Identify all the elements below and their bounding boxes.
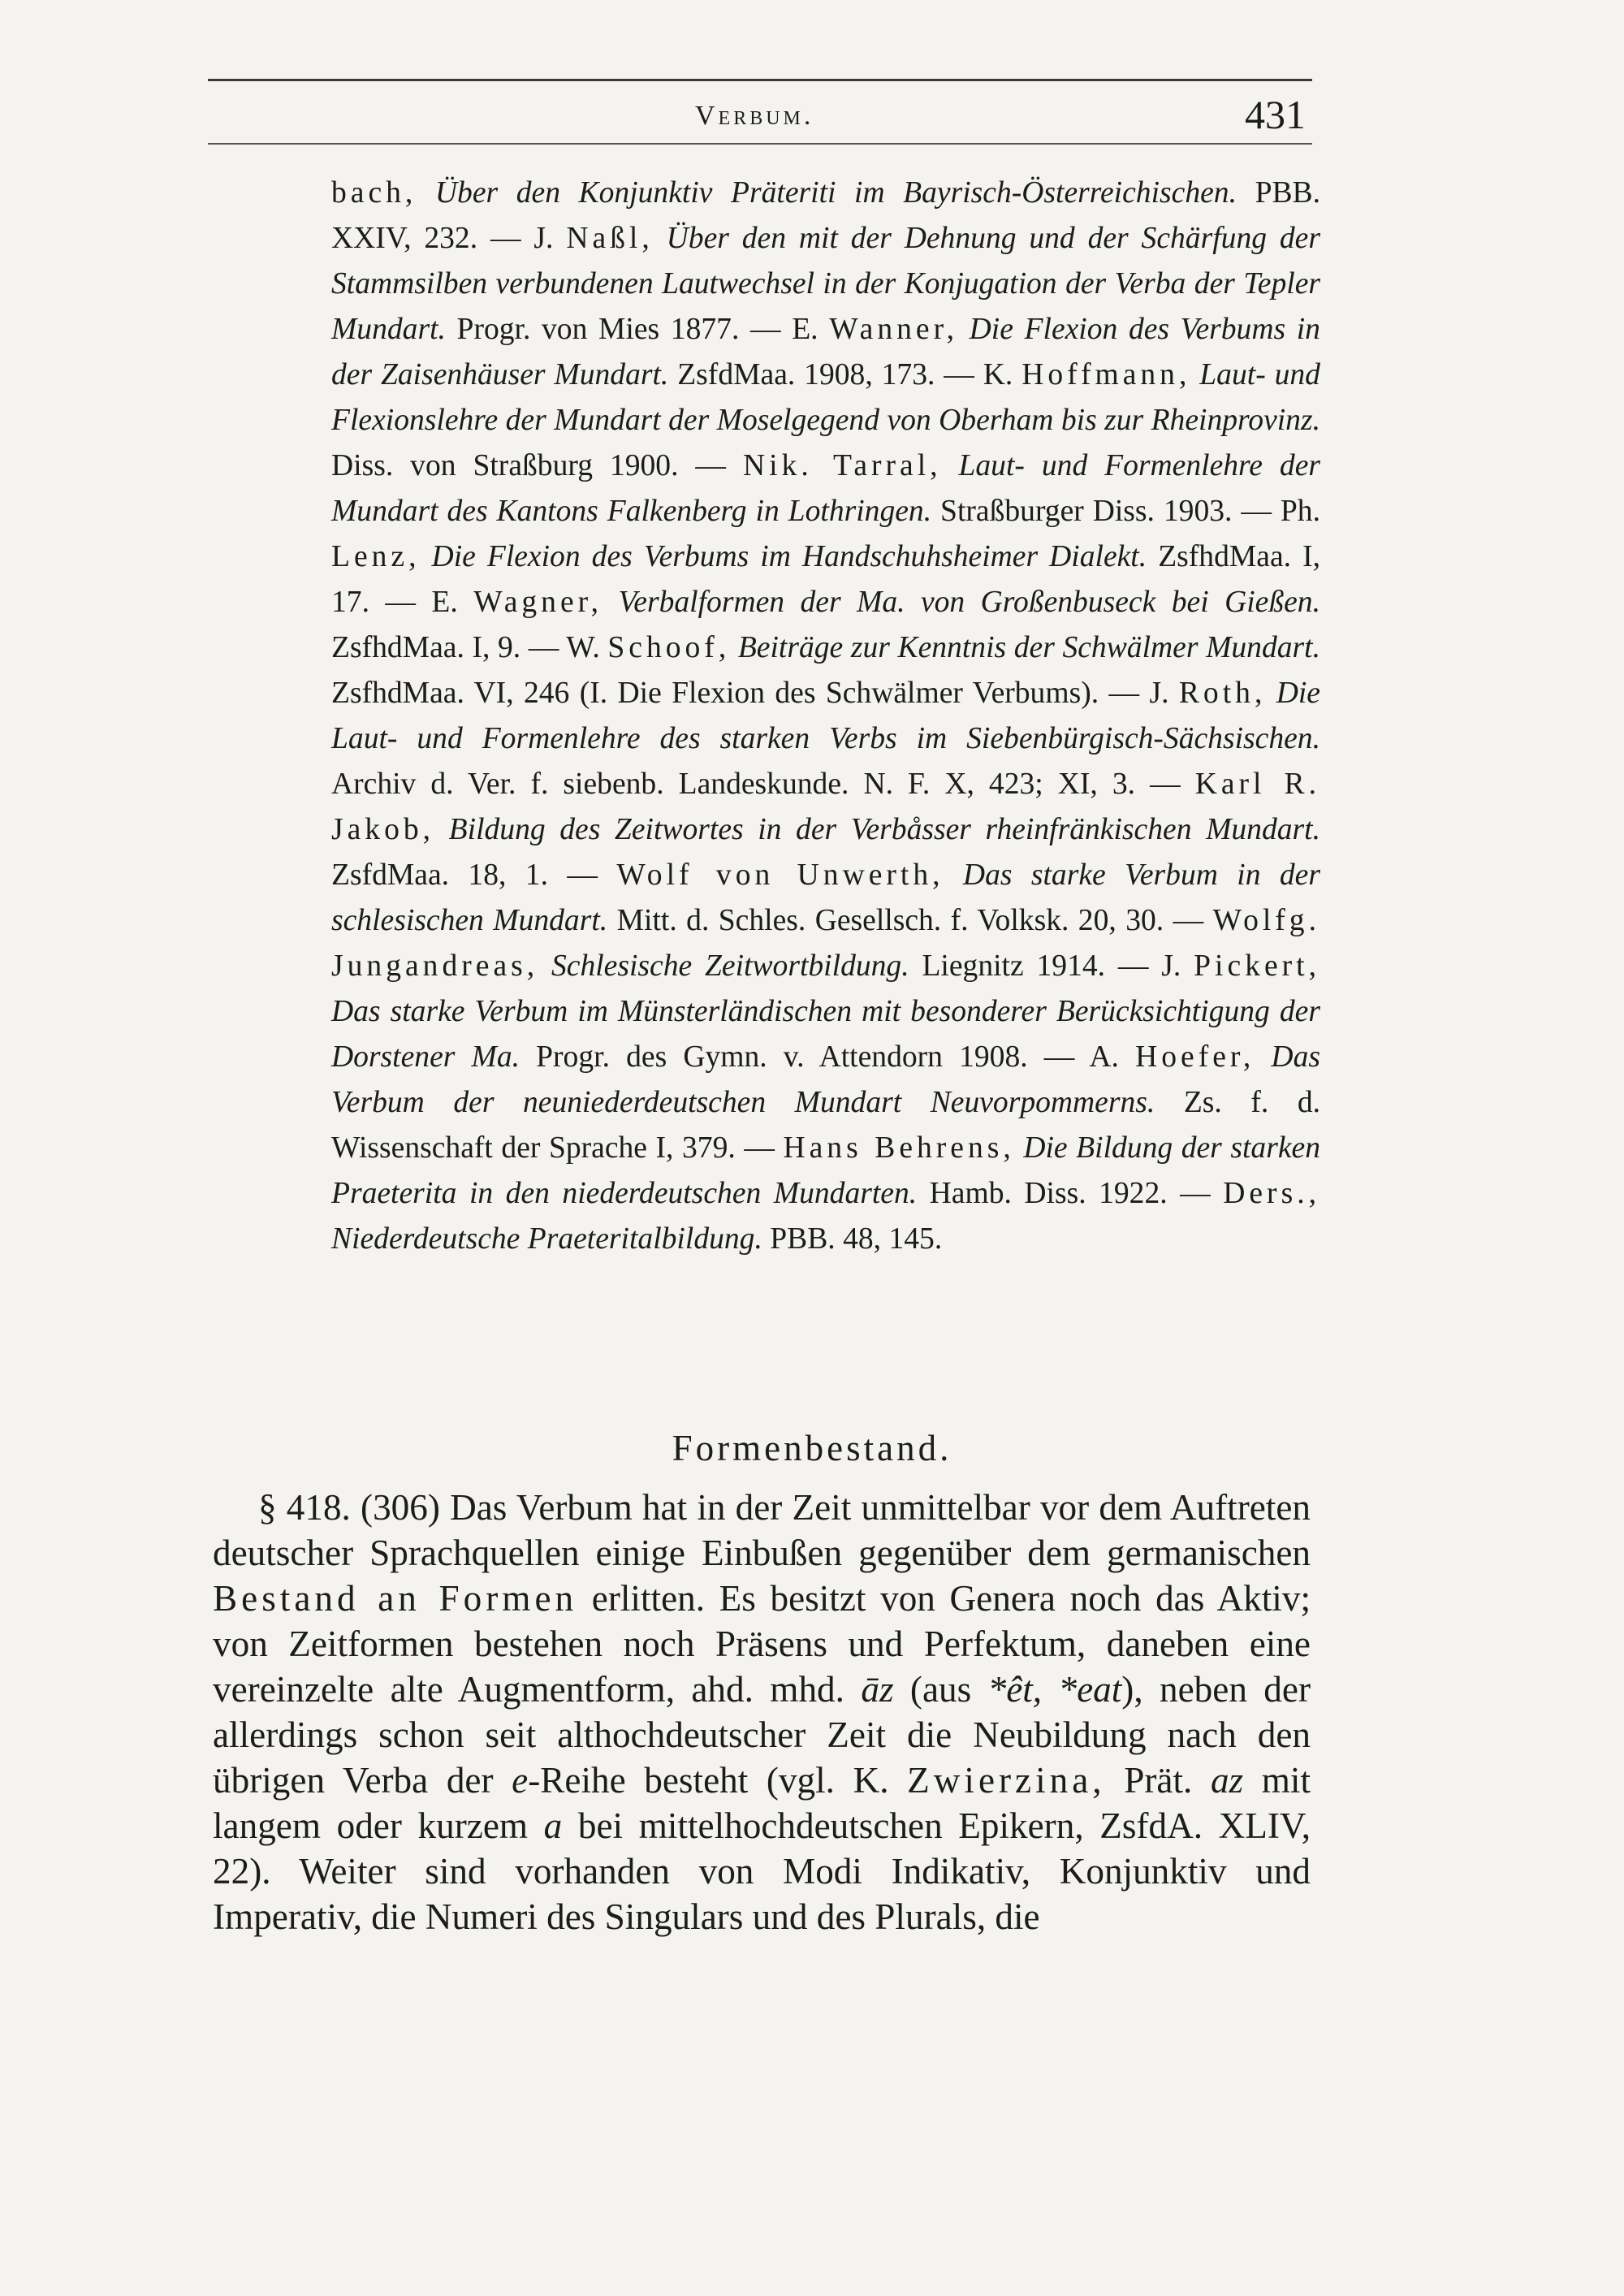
work-title: Die Flexion des Verbums in der Zaisenhäuser Mundart. bbox=[331, 313, 1320, 391]
author-name: Naßl, bbox=[566, 222, 654, 255]
author-name: Nik. Tarral, bbox=[742, 449, 942, 482]
author-name: Hoffmann, bbox=[1021, 358, 1191, 391]
header-rule-bottom bbox=[208, 143, 1312, 145]
emphasis-spaced: Bestand an Formen bbox=[213, 1578, 578, 1619]
citation: PBB. XXIV, 232. — J. bbox=[331, 176, 1320, 255]
citation: ZsfhdMaa. VI, 246 (I. Die Flexion des Schwälmer Verbums). — J. bbox=[331, 677, 1169, 710]
work-title: Das Verbum der neuniederdeutschen Mundart Neuvorpommerns. bbox=[331, 1040, 1320, 1119]
work-title: Laut- und Flexionslehre der Mundart der Moselgegend von Oberham bis zur Rheinprovinz. bbox=[331, 358, 1320, 437]
author-name: Wolf von Unwerth, bbox=[616, 858, 944, 892]
citation: Progr. des Gymn. v. Attendorn 1908. — A. bbox=[520, 1040, 1119, 1074]
work-title: Die Bildung der starken Praeterita in den niederdeutschen Mundarten. bbox=[331, 1131, 1320, 1210]
work-title: Beiträge zur Kenntnis der Schwälmer Mundart. bbox=[730, 631, 1320, 664]
word-form: *êt, *eat bbox=[987, 1669, 1122, 1710]
text-run: § 418. (306) Das Verbum hat in der Zeit unmittelbar vor dem Auftreten deutscher Sprachquellen einige Einbußen gegenüber dem germanischen bbox=[213, 1487, 1311, 1573]
word-form: az bbox=[1210, 1760, 1244, 1801]
author-name: Karl R. Jakob, bbox=[331, 767, 1320, 846]
author-name: Pickert, bbox=[1194, 949, 1320, 983]
running-title: Verbum. bbox=[695, 101, 814, 131]
work-title: Das starke Verbum in der schlesischen Mundart. bbox=[331, 858, 1320, 937]
author-name: Wanner, bbox=[829, 313, 959, 346]
text-run: ), neben der allerdings schon seit althochdeutscher Zeit die Neubildung nach den übrigen Verba der bbox=[213, 1669, 1311, 1801]
work-title: Verbalformen der Ma. von Großenbuseck bei Gießen. bbox=[603, 586, 1320, 619]
citation: Hamb. Diss. 1922. — bbox=[917, 1177, 1211, 1210]
paragraph-418 bbox=[213, 1485, 1311, 1939]
citation: ZsfhdMaa. I, 9. — W. bbox=[331, 631, 600, 664]
author-name: Wagner, bbox=[473, 586, 603, 619]
work-title: Die Flexion des Verbums im Handschuhsheimer Dialekt. bbox=[420, 540, 1147, 573]
text-run: Prät. bbox=[1105, 1760, 1193, 1801]
text-run: bei mittelhochdeutschen Epikern, ZsfdA. XLIV, 22). Weiter sind vorhanden von Modi Indikativ, Konjunktiv und Imperativ, die Numeri des Singulars und des Plurals, die bbox=[213, 1805, 1311, 1937]
citation: PBB. 48, 145. bbox=[762, 1222, 943, 1256]
author-name: Ders., bbox=[1223, 1177, 1320, 1210]
author-name: bach, bbox=[331, 176, 417, 210]
text-run: -Reihe besteht (vgl. K. bbox=[528, 1760, 889, 1801]
citation: Mitt. d. Schles. Gesellsch. f. Volksk. 20, 30. — bbox=[607, 904, 1204, 937]
author-name: Hans Behrens, bbox=[783, 1131, 1015, 1165]
citation: Straßburger Diss. 1903. — Ph. bbox=[931, 495, 1320, 528]
citation: ZsfdMaa. 1908, 173. — K. bbox=[668, 358, 1013, 391]
citation: Progr. von Mies 1877. — E. bbox=[445, 313, 818, 346]
citation: ZsfdMaa. 18, 1. — bbox=[331, 858, 598, 892]
author-name: Lenz, bbox=[331, 540, 421, 573]
section-heading: Formenbestand. bbox=[672, 1428, 952, 1468]
citation: ZsfhdMaa. I, 17. — E. bbox=[331, 540, 1320, 619]
work-title: Die Laut- und Formenlehre des starken Verbs im Siebenbürgisch-Sächsischen. bbox=[331, 677, 1320, 755]
author-name: Zwierzina, bbox=[907, 1760, 1106, 1801]
text-run: mit langem oder kurzem bbox=[213, 1760, 1311, 1846]
word-form: e bbox=[512, 1760, 529, 1801]
word-form: a bbox=[543, 1805, 563, 1846]
work-title: Über den Konjunktiv Präteriti im Bayrisch-Österreichischen. bbox=[417, 176, 1237, 210]
bibliography-paragraph bbox=[331, 171, 1320, 1262]
author-name: Hoefer, bbox=[1135, 1040, 1255, 1074]
work-title: Schlesische Zeitwortbildung. bbox=[538, 949, 909, 983]
header-rule-top bbox=[208, 79, 1312, 81]
work-title: Über den mit der Dehnung und der Schärfung der Stammsilben verbundenen Lautwechsel in der Konjugation der Verba der Tepler Mundart. bbox=[331, 222, 1320, 346]
word-form: āz bbox=[861, 1669, 894, 1710]
work-title: Bildung des Zeitwortes in der Verbåsser rheinfränkischen Mundart. bbox=[434, 813, 1320, 846]
text-run: (aus bbox=[893, 1669, 972, 1710]
citation: Liegnitz 1914. — J. bbox=[909, 949, 1181, 983]
bibliography-notes bbox=[331, 171, 1320, 1262]
work-title: Niederdeutsche Praeteritalbildung. bbox=[331, 1222, 762, 1256]
citation: Archiv d. Ver. f. siebenb. Landeskunde. N. F. X, 423; XI, 3. — bbox=[331, 767, 1181, 801]
citation: Zs. f. d. Wissenschaft der Sprache I, 379. — bbox=[331, 1086, 1321, 1165]
work-title: Das starke Verbum im Münsterländischen mit besonderer Berücksichtigung der Dorstener Ma. bbox=[331, 995, 1320, 1074]
main-text bbox=[213, 1485, 1311, 1939]
running-header bbox=[208, 89, 1312, 141]
work-title: Laut- und Formenlehre der Mundart des Kantons Falkenberg in Lothringen. bbox=[331, 449, 1320, 528]
author-name: Schoof, bbox=[607, 631, 731, 664]
page-number: 431 bbox=[1245, 92, 1306, 137]
author-name: Wolfg. Jungandreas, bbox=[331, 904, 1320, 983]
text-run: erlitten. Es besitzt von Genera noch das Aktiv; von Zeitformen bestehen noch Präsens und Perfektum, daneben eine vereinzelte alte Augmentform, ahd. mhd. bbox=[213, 1578, 1311, 1710]
citation: Diss. von Straßburg 1900. — bbox=[331, 449, 727, 482]
author-name: Roth, bbox=[1178, 677, 1267, 710]
